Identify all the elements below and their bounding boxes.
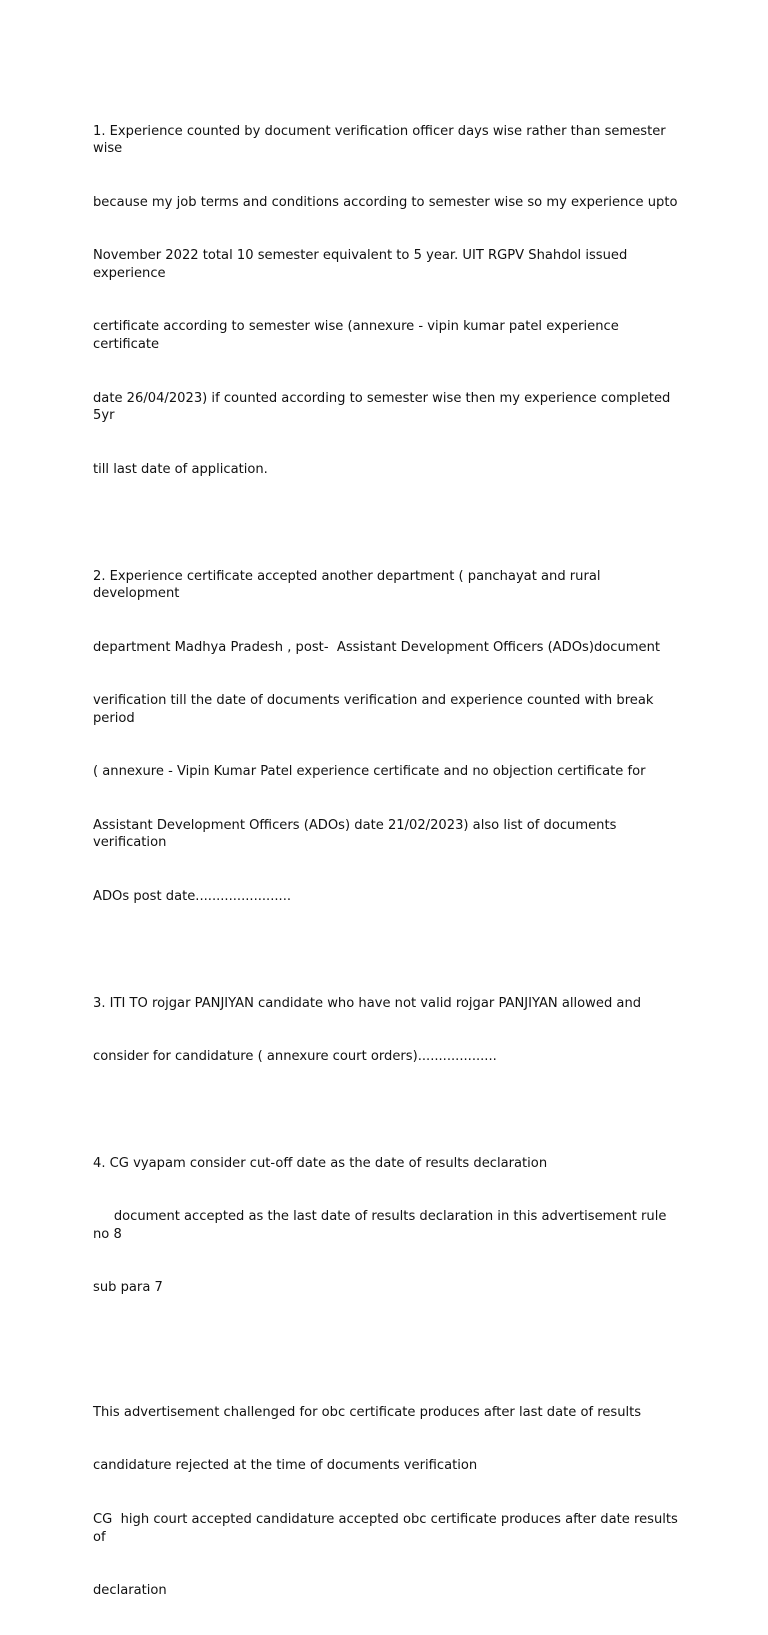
text-line: department Madhya Pradesh , post- Assistant Development Officers (ADOs)document: [93, 639, 661, 655]
paragraph-spacer: [93, 1101, 683, 1119]
document-body: [93, 87, 683, 1635]
paragraph-spacer: [93, 514, 683, 532]
text-line: 4. CG vyapam consider cut-off date as the date of results declaration: [93, 1155, 548, 1171]
text-line: This advertisement challenged for obc certificate produces after last date of results: [93, 1404, 642, 1420]
paragraph-obc-certificate: [93, 1368, 683, 1635]
text-line: candidature rejected at the time of documents verification: [93, 1458, 478, 1474]
text-line: ADOs post date.......................: [93, 888, 292, 904]
text-line: Assistant Development Officers (ADOs) date 21/02/2023) also list of documents verification: [93, 817, 621, 851]
paragraph-rojgar-panjiyan: [93, 959, 683, 1101]
text-line: because my job terms and conditions according to semester wise so my experience upto: [93, 194, 678, 210]
paragraph-spacer: [93, 1333, 683, 1369]
paragraph-spacer: [93, 941, 683, 959]
text-line: November 2022 total 10 semester equivalent to 5 year. UIT RGPV Shahdol issued experience: [93, 248, 632, 281]
text-line: 3. ITI TO rojgar PANJIYAN candidate who have not valid rojgar PANJIYAN allowed and: [93, 995, 642, 1011]
text-line: consider for candidature ( annexure court orders)...................: [93, 1049, 497, 1065]
text-line: certificate according to semester wise (annexure - vipin kumar patel experience certificate: [93, 319, 623, 353]
text-line: CG high court accepted candidature accepted obc certificate produces after date results of: [93, 1511, 683, 1545]
text-line: 2. Experience certificate accepted another department ( panchayat and rural development: [93, 568, 605, 602]
text-line: ( annexure - Vipin Kumar Patel experience certificate and no objection certificate for: [93, 764, 646, 780]
paragraph-cutoff-date: [93, 1119, 683, 1333]
text-line: document accepted as the last date of results declaration in this advertisement rule no 8: [93, 1209, 671, 1242]
text-line: date 26/04/2023) if counted according to semester wise then my experience completed 5yr: [93, 390, 675, 424]
text-line: sub para 7: [93, 1280, 163, 1296]
text-line: 1. Experience counted by document verification officer days wise rather than semester wise: [93, 123, 670, 157]
paragraph-certificate-other-department: [93, 532, 683, 941]
text-line: declaration: [93, 1582, 167, 1598]
text-line: till last date of application.: [93, 461, 268, 477]
paragraph-experience-days-wise: [93, 87, 683, 514]
text-line: verification till the date of documents verification and experience counted with break period: [93, 693, 658, 726]
